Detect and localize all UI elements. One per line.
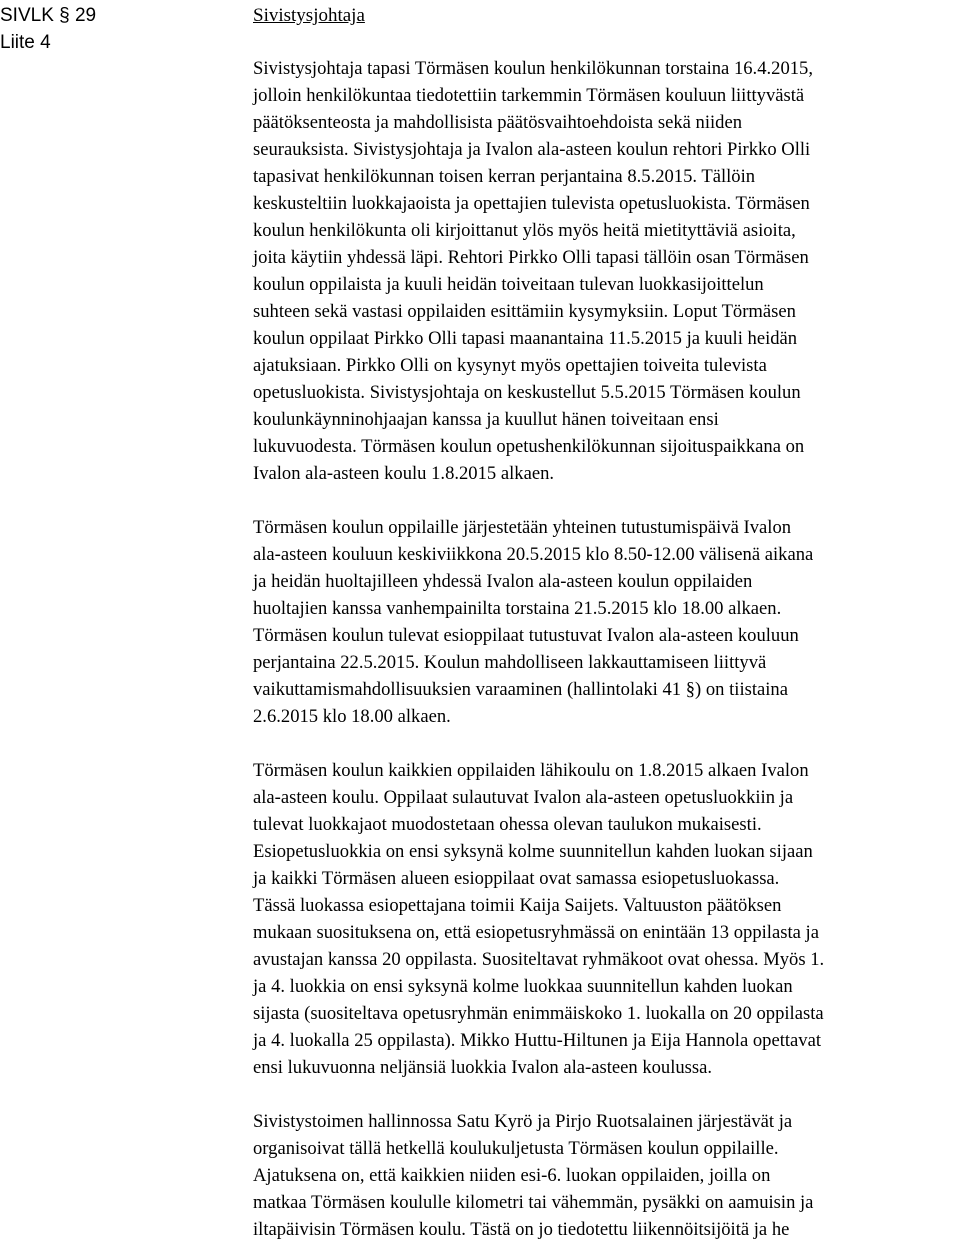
text-line: opetusluokista. Sivistysjohtaja on keskustellut 5.5.2015 Törmäsen koulun	[253, 382, 801, 403]
text-line: joita käytiin yhdessä läpi. Rehtori Pirkko Olli tapasi tällöin osan Törmäsen	[253, 247, 809, 268]
text-line: tapasivat henkilökunnan toisen kerran perjantaina 8.5.2015. Tällöin	[253, 166, 756, 187]
document-reference	[0, 2, 160, 56]
text-line: lukuvuodesta. Törmäsen koulun opetushenkilökunnan sijoituspaikkana on	[253, 436, 805, 457]
text-line: perjantaina 22.5.2015. Koulun mahdolliseen lakkauttamiseen liittyvä	[253, 652, 767, 673]
document-body	[253, 0, 960, 1243]
text-line: ja heidän huoltajilleen yhdessä Ivalon ala-asteen koulun oppilaiden	[253, 571, 753, 592]
text-line: ja 4. luokalla 25 oppilasta). Mikko Huttu-Hiltunen ja Eija Hannola opettavat	[253, 1030, 822, 1051]
text-line: Ivalon ala-asteen koulu 1.8.2015 alkaen.	[253, 463, 555, 484]
attachment-reference: Liite 4	[0, 32, 51, 53]
text-line: sijasta (suositeltava opetusryhmän enimmäiskoko 1. luokalla on 20 oppilasta	[253, 1003, 824, 1024]
text-line: päätöksenteosta ja mahdollisista päätösvaihtoehdoista sekä niiden	[253, 112, 742, 133]
paragraph-school-transport	[253, 1108, 960, 1243]
text-line: ala-asteen kouluun keskiviikkona 20.5.2015 klo 8.50-12.00 välisenä aikana	[253, 544, 814, 565]
text-line: organisoivat tällä hetkellä koulukuljetusta Törmäsen koulun oppilaille.	[253, 1138, 779, 1159]
text-line: koulun henkilökunta oli kirjoittanut ylös myös heitä mietityttäviä asioita,	[253, 220, 796, 241]
text-line: 2.6.2015 klo 18.00 alkaen.	[253, 706, 451, 727]
text-line: Sivistysjohtaja tapasi Törmäsen koulun henkilökunnan torstaina 16.4.2015,	[253, 58, 813, 79]
text-line: ja kaikki Törmäsen alueen esioppilaat ovat samassa esiopetusluokassa.	[253, 868, 780, 889]
paragraph-introduction-days	[253, 514, 960, 730]
text-line: vaikuttamismahdollisuuksien varaaminen (hallintolaki 41 §) on tiistaina	[253, 679, 788, 700]
text-line: huoltajien kanssa vanhempainilta torstaina 21.5.2015 klo 18.00 alkaen.	[253, 598, 782, 619]
text-line: Törmäsen koulun oppilaille järjestetään yhteinen tutustumispäivä Ivalon	[253, 517, 792, 538]
section-title: Sivistysjohtaja	[253, 5, 365, 26]
paragraph-class-arrangements	[253, 757, 960, 1081]
text-line: keskusteltiin luokkajaoista ja opettajien tulevista opetusluokista. Törmäsen	[253, 193, 810, 214]
text-line: Törmäsen koulun kaikkien oppilaiden lähikoulu on 1.8.2015 alkaen Ivalon	[253, 760, 809, 781]
paragraph-staff-meetings	[253, 55, 960, 487]
text-line: Esiopetusluokkia on ensi syksynä kolme suunnitellun kahden luokan sijaan	[253, 841, 813, 862]
text-line: jolloin henkilökuntaa tiedotettiin tarkemmin Törmäsen kouluun liittyvästä	[253, 85, 805, 106]
text-line: iltapäivisin Törmäsen koulu. Tästä on jo tiedotettu liikennöitsijöitä ja he	[253, 1219, 790, 1240]
text-line: ala-asteen koulu. Oppilaat sulautuvat Ivalon ala-asteen opetusluokkiin ja	[253, 787, 794, 808]
text-line: Törmäsen koulun tulevat esioppilaat tutustuvat Ivalon ala-asteen kouluun	[253, 625, 799, 646]
text-line: matkaa Törmäsen koululle kilometri tai vähemmän, pysäkki on aamuisin ja	[253, 1192, 814, 1213]
text-line: koulun oppilaat Pirkko Olli tapasi maanantaina 11.5.2015 ja kuuli heidän	[253, 328, 798, 349]
text-line: avustajan kanssa 20 oppilasta. Suositeltavat ryhmäkoot ovat ohessa. Myös 1.	[253, 949, 825, 970]
text-line: Tässä luokassa esiopettajana toimii Kaija Saijets. Valtuuston päätöksen	[253, 895, 782, 916]
text-line: suhteen sekä vastasi oppilaiden esittämiin kysymyksiin. Loput Törmäsen	[253, 301, 796, 322]
text-line: tulevat luokkajaot muodostetaan ohessa olevan taulukon mukaisesti.	[253, 814, 762, 835]
text-line: Sivistystoimen hallinnossa Satu Kyrö ja Pirjo Ruotsalainen järjestävät ja	[253, 1111, 793, 1132]
text-line: ajatuksiaan. Pirkko Olli on kysynyt myös opettajien toiveita tulevista	[253, 355, 767, 376]
text-line: koulun oppilaista ja kuuli heidän toiveitaan tulevan luokkasijoittelun	[253, 274, 764, 295]
text-line: koulunkäynninohjaajan kanssa ja kuullut hänen toiveitaan ensi	[253, 409, 719, 430]
text-line: seurauksista. Sivistysjohtaja ja Ivalon ala-asteen koulun rehtori Pirkko Olli	[253, 139, 811, 160]
meeting-section-reference: SIVLK § 29	[0, 5, 97, 26]
text-line: Ajatuksena on, että kaikkien niiden esi-6. luokan oppilaiden, joilla on	[253, 1165, 771, 1186]
text-line: ensi lukuvuonna neljänsiä luokkia Ivalon ala-asteen koulussa.	[253, 1057, 713, 1078]
text-line: ja 4. luokkia on ensi syksynä kolme luokkaa suunnitellun kahden luokan	[253, 976, 793, 997]
text-line: mukaan suosituksena on, että esiopetusryhmässä on enintään 13 oppilasta ja	[253, 922, 819, 943]
